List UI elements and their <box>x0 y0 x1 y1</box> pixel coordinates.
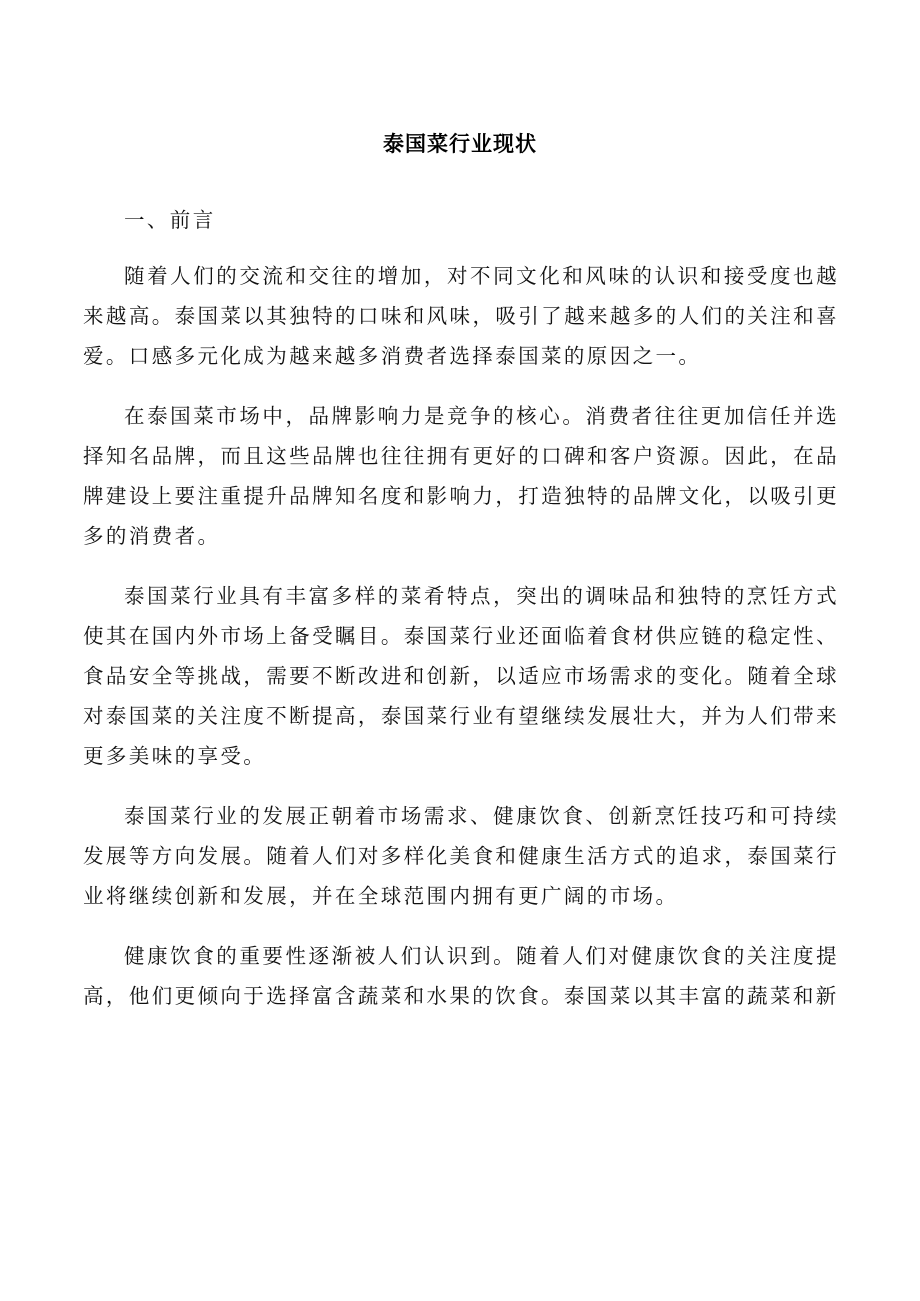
section-heading: 一、前言 <box>124 208 216 232</box>
document-title: 泰国菜行业现状 <box>383 132 537 156</box>
paragraph: 在泰国菜市场中，品牌影响力是竞争的核心。消费者往往更加信任并选择知名品牌，而且这些品牌也往往拥有更好的口碑和客户资源。因此，在品牌建设上要注重提升品牌知名度和影响力，打造独特的品牌文化，以吸引更多的消费者。 <box>83 404 839 548</box>
paragraph: 随着人们的交流和交往的增加，对不同文化和风味的认识和接受度也越来越高。泰国菜以其独特的口味和风味，吸引了越来越多的人们的关注和喜爱。口感多元化成为越来越多消费者选择泰国菜的原因之一。 <box>83 264 839 368</box>
document-body <box>83 200 839 1036</box>
paragraph: 泰国菜行业的发展正朝着市场需求、健康饮食、创新烹饪技巧和可持续发展等方向发展。随着人们对多样化美食和健康生活方式的追求，泰国菜行业将继续创新和发展，并在全球范围内拥有更广阔的市场。 <box>83 804 839 908</box>
paragraph: 泰国菜行业具有丰富多样的菜肴特点，突出的调味品和独特的烹饪方式使其在国内外市场上备受瞩目。泰国菜行业还面临着食材供应链的稳定性、食品安全等挑战，需要不断改进和创新，以适应市场需求的变化。随着全球对泰国菜的关注度不断提高，泰国菜行业有望继续发展壮大，并为人们带来更多美味的享受。 <box>83 584 839 768</box>
paragraph: 健康饮食的重要性逐渐被人们认识到。随着人们对健康饮食的关注度提高，他们更倾向于选择富含蔬菜和水果的饮食。泰国菜以其丰富的蔬菜和新 <box>83 944 839 1008</box>
